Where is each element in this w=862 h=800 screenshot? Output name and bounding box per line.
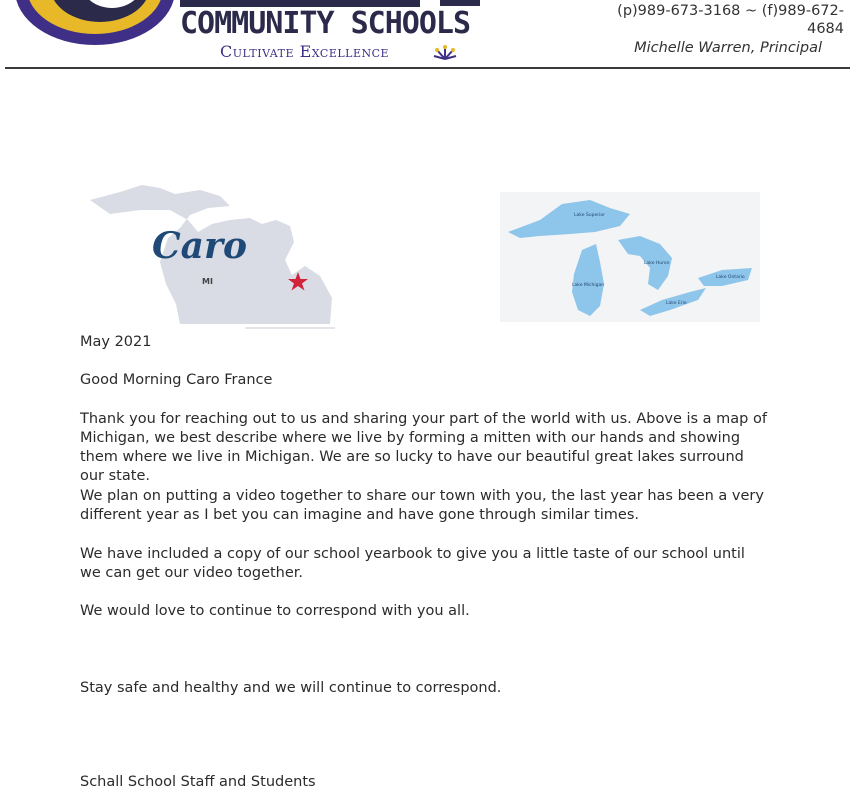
letter-paragraph: Thank you for reaching out to us and sharing your part of the world with us. Above is a map of Michigan, we best describe where we live by forming a mitten with our hands and showing them where we live in Michigan. We are so lucky to have our beautiful great lakes surround our state. [80, 411, 767, 484]
letter-paragraph: We would love to continue to correspond with you all. [80, 603, 470, 619]
tagline: Cultivate Excellence [220, 42, 390, 61]
letter-paragraph: We have included a copy of our school yearbook to give you a little taste of our school until we can get our video together. [80, 546, 745, 581]
letter-greeting: Good Morning Caro France [80, 372, 273, 388]
lake-huron-label: Lake Huron [644, 261, 670, 266]
lake-erie-label: Lake Erie [666, 301, 687, 306]
letter-paragraph: We plan on putting a video together to share our town with you, the last year has been a very different year as I bet you can imagine and have gone through similar times. [80, 488, 764, 523]
letterhead [0, 0, 862, 70]
letter-signature: Schall School Staff and Students [80, 774, 316, 790]
letter-date: May 2021 [80, 334, 152, 350]
lake-ontario-label: Lake Ontario [716, 275, 745, 280]
contact-info: (p)989-673-3168 ~ (f)989-672-4684 [617, 3, 844, 37]
header-rule [5, 67, 850, 69]
great-lakes-map [500, 192, 760, 322]
flower-icon [432, 43, 458, 61]
school-name: COMMUNITY SCHOOLS [180, 6, 471, 41]
principal-name: Michelle Warren, Principal [634, 40, 822, 56]
state-label: MI [202, 277, 213, 286]
school-logo [0, 0, 180, 48]
michigan-map [80, 180, 340, 332]
letter-paragraph: Stay safe and healthy and we will continue to correspond. [80, 680, 502, 696]
lake-superior-label: Lake Superior [574, 213, 605, 218]
caro-script-label: Caro [152, 225, 247, 267]
lake-michigan-label: Lake Michigan [572, 283, 605, 288]
